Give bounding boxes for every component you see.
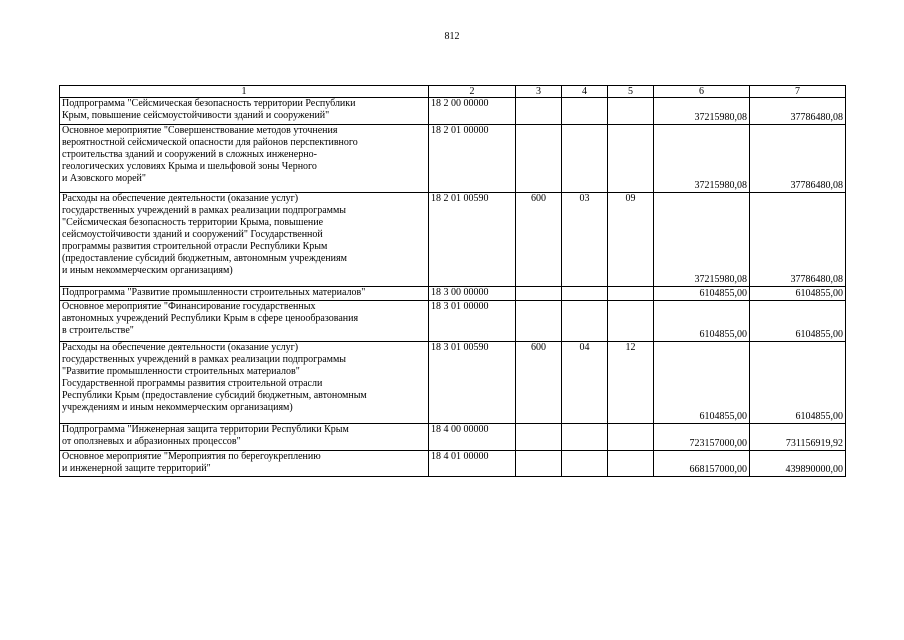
- row-sum-2: 6104855,00: [750, 287, 846, 301]
- row-sum-1: 6104855,00: [654, 287, 750, 301]
- row-vr: 600: [516, 342, 562, 424]
- row-rz: 04: [562, 342, 608, 424]
- row-vr: [516, 125, 562, 193]
- row-vr: [516, 98, 562, 125]
- header-col-3: 3: [516, 86, 562, 98]
- row-rz: [562, 287, 608, 301]
- row-sum-2: 6104855,00: [750, 342, 846, 424]
- table-row: [60, 301, 846, 342]
- row-name: Основное мероприятие "Совершенствование методов уточнения вероятностной сейсмической опасности для районов перспективного строительства зданий и сооружений в сложных инженерно- геологических условиях Крыма и шельфовой зоны Черного и Азовского морей": [60, 125, 429, 193]
- header-col-6: 6: [654, 86, 750, 98]
- row-name: Основное мероприятие "Финансирование государственных автономных учреждений Республики Крым в сфере ценообразования в строительстве": [60, 301, 429, 342]
- row-sum-2: 439890000,00: [750, 451, 846, 477]
- row-vr: [516, 424, 562, 451]
- header-col-4: 4: [562, 86, 608, 98]
- row-pr: [608, 301, 654, 342]
- header-col-1: 1: [60, 86, 429, 98]
- row-sum-2: 37786480,08: [750, 98, 846, 125]
- row-sum-2: 6104855,00: [750, 301, 846, 342]
- row-rz: [562, 451, 608, 477]
- row-sum-1: 6104855,00: [654, 301, 750, 342]
- row-rz: [562, 424, 608, 451]
- row-pr: 12: [608, 342, 654, 424]
- row-rz: [562, 98, 608, 125]
- row-sum-1: 37215980,08: [654, 125, 750, 193]
- row-sum-1: 668157000,00: [654, 451, 750, 477]
- row-name: Основное мероприятие "Мероприятия по берегоукреплению и инженерной защите территорий": [60, 451, 429, 477]
- row-vr: [516, 287, 562, 301]
- row-pr: [608, 98, 654, 125]
- row-name: Подпрограмма "Инженерная защита территории Республики Крым от оползневых и абразионных процессов": [60, 424, 429, 451]
- row-rz: [562, 125, 608, 193]
- row-sum-1: 723157000,00: [654, 424, 750, 451]
- row-code: 18 3 01 00590: [429, 342, 516, 424]
- header-col-5: 5: [608, 86, 654, 98]
- table-row: [60, 193, 846, 287]
- row-code: 18 3 00 00000: [429, 287, 516, 301]
- row-vr: 600: [516, 193, 562, 287]
- table-header-row: [60, 86, 846, 98]
- row-name: Расходы на обеспечение деятельности (оказание услуг) государственных учреждений в рамках реализации подпрограммы "Развитие промышленности строительных материалов" Государственной программы развития строительной отрасли Республики Крым (предоставление субсидий бюджетным, автономным учреждениям и иным некоммерческим организациям): [60, 342, 429, 424]
- row-rz: 03: [562, 193, 608, 287]
- row-code: 18 3 01 00000: [429, 301, 516, 342]
- row-sum-1: 6104855,00: [654, 342, 750, 424]
- row-vr: [516, 451, 562, 477]
- row-code: 18 4 01 00000: [429, 451, 516, 477]
- row-sum-2: 731156919,92: [750, 424, 846, 451]
- row-pr: [608, 451, 654, 477]
- row-sum-2: 37786480,08: [750, 193, 846, 287]
- row-sum-2: 37786480,08: [750, 125, 846, 193]
- table-row: [60, 451, 846, 477]
- row-vr: [516, 301, 562, 342]
- row-pr: [608, 424, 654, 451]
- row-name: Расходы на обеспечение деятельности (оказание услуг) государственных учреждений в рамках реализации подпрограммы "Сейсмическая безопасность территории Крыма, повышение сейсмоустойчивости зданий и сооружений" Государственной программы развития строительной отрасли Республики Крым (предоставление субсидий бюджетным, автономным учреждениям и иным некоммерческим организациям): [60, 193, 429, 287]
- header-col-2: 2: [429, 86, 516, 98]
- row-pr: 09: [608, 193, 654, 287]
- row-pr: [608, 125, 654, 193]
- table-row: [60, 424, 846, 451]
- row-sum-1: 37215980,08: [654, 193, 750, 287]
- row-code: 18 2 01 00000: [429, 125, 516, 193]
- row-sum-1: 37215980,08: [654, 98, 750, 125]
- row-pr: [608, 287, 654, 301]
- table-row: [60, 98, 846, 125]
- row-code: 18 4 00 00000: [429, 424, 516, 451]
- page-number: 812: [444, 31, 460, 42]
- budget-table: [59, 85, 846, 477]
- row-code: 18 2 01 00590: [429, 193, 516, 287]
- row-name: Подпрограмма "Развитие промышленности строительных материалов": [60, 287, 429, 301]
- table-row: [60, 342, 846, 424]
- row-name: Подпрограмма "Сейсмическая безопасность территории Республики Крым, повышение сейсмоустойчивости зданий и сооружений": [60, 98, 429, 125]
- table-row: [60, 125, 846, 193]
- row-rz: [562, 301, 608, 342]
- row-code: 18 2 00 00000: [429, 98, 516, 125]
- header-col-7: 7: [750, 86, 846, 98]
- table-row: [60, 287, 846, 301]
